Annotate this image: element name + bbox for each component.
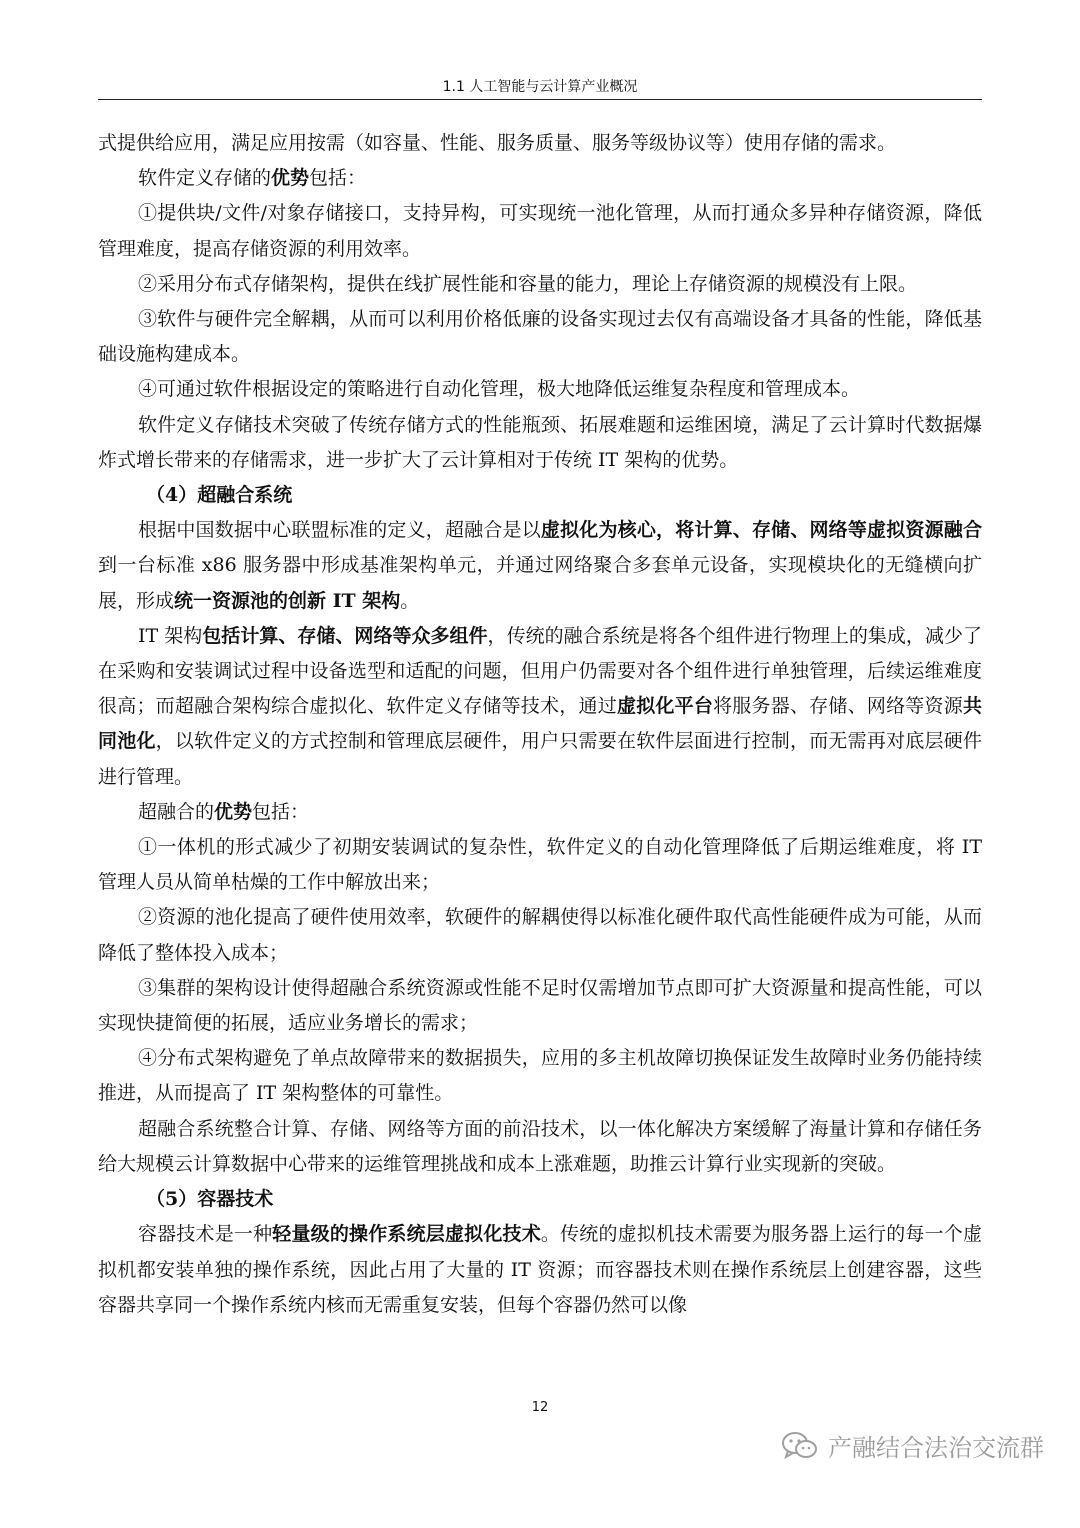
text-run: ④分布式架构避免了单点故障带来的数据损失，应用的多主机故障切换保证发生故障时业务仍能持续推进，从而提高了 IT 架构整体的可靠性。 [98, 1047, 982, 1105]
text-run: ②采用分布式存储架构，提供在线扩展性能和容量的能力，理论上存储资源的规模没有上限。 [138, 272, 918, 295]
text-run: ，以软件定义的方式控制和管理底层硬件，用户只需要在软件层面进行控制，而无需再对底层硬件进行管理。 [98, 730, 982, 788]
text-run: ，传统的融合系统是将各个组件进行物理上的集成，减少了在采购和安装调试过程中设备选型和适配的问题，但用户仍需要对各个组件进行单独管理，后续运维难度很高；而超融合架构综合虚拟化、软件定义存储等技术，通过 [98, 624, 982, 718]
bold-text: 虚拟化平台 [616, 695, 714, 718]
paragraph [98, 126, 982, 161]
text-run: 到一台标准 x86 服务器中形成基准架构单元，并通过网络聚合多套单元设备，实现模块化的无缝横向扩展，形成 [98, 554, 982, 612]
paragraph [98, 619, 982, 795]
text-run: 超融合系统整合计算、存储、网络等方面的前沿技术，以一体化解决方案缓解了海量计算和存储任务给大规模云计算数据中心带来的运维管理挑战和成本上涨难题，助推云计算行业实现新的突破。 [98, 1117, 982, 1175]
paragraph [98, 971, 982, 1041]
paragraph [98, 900, 982, 970]
text-run: 根据中国数据中心联盟标准的定义，超融合是以 [138, 519, 541, 542]
text-run: 包括： [309, 167, 367, 190]
header-rule [98, 99, 982, 100]
section-heading [98, 1182, 982, 1217]
bold-text: 轻量级的操作系统层虚拟化技术 [272, 1223, 541, 1246]
text-run: ①提供块/文件/对象存储接口，支持异构，可实现统一池化管理，从而打通众多异种存储资源，降低管理难度，提高存储资源的利用效率。 [98, 202, 982, 260]
page-number: 12 [531, 1400, 549, 1415]
paragraph [98, 795, 982, 830]
text-run: 软件定义存储技术突破了传统存储方式的性能瓶颈、拓展难题和运维困境，满足了云计算时代数据爆炸式增长带来的存储需求，进一步扩大了云计算相对于传统 IT 架构的优势。 [98, 413, 982, 471]
bold-text: 优势 [214, 800, 253, 823]
text-run: （4）超融合系统 [146, 484, 293, 507]
text-run: ③软件与硬件完全解耦，从而可以利用价格低廉的设备实现过去仅有高端设备才具备的性能，降低基础设施构建成本。 [98, 308, 982, 366]
text-run: 。传统的虚拟机技术需要为服务器上运行的每一个虚拟机都安装单独的操作系统，因此占用了大量的 IT 资源；而容器技术则在操作系统层上创建容器，这些容器共享同一个操作系统内核而无需重复安装，但每个容器仍然可以像 [98, 1223, 982, 1316]
paragraph [98, 302, 982, 372]
bold-text: 优势 [271, 167, 310, 190]
paragraph [98, 1217, 982, 1323]
text-run: ①一体机的形式减少了初期安装调试的复杂性，软件定义的自动化管理降低了后期运维难度，将 IT 管理人员从简单枯燥的工作中解放出来； [98, 836, 982, 894]
text-run: ③集群的架构设计使得超融合系统资源或性能不足时仅需增加节点即可扩大资源量和提高性能，可以实现快捷简便的拓展，适应业务增长的需求； [98, 976, 982, 1035]
paragraph [98, 372, 982, 407]
paragraph [98, 830, 982, 900]
wechat-icon [780, 1429, 820, 1463]
text-run: （5）容器技术 [146, 1188, 274, 1211]
text-run: ④可通过软件根据设定的策略进行自动化管理，极大地降低运维复杂程度和管理成本。 [138, 378, 861, 401]
section-heading [98, 478, 982, 513]
paragraph [98, 196, 982, 266]
text-run: 包括： [252, 800, 310, 823]
text-run: 。 [400, 589, 420, 612]
paragraph [98, 1112, 982, 1182]
paragraph [98, 513, 982, 619]
paragraph [98, 161, 982, 196]
text-run: 容器技术是一种 [138, 1223, 273, 1246]
text-run: ②资源的池化提高了硬件使用效率，软硬件的解耦使得以标准化硬件取代高性能硬件成为可能，从而降低了整体投入成本； [98, 906, 982, 964]
watermark [780, 1428, 1044, 1463]
running-header: 1.1 人工智能与云计算产业概况 [442, 79, 638, 95]
page-body [98, 126, 982, 1323]
text-run: IT 架构 [138, 624, 203, 647]
text-run: 软件定义存储的 [138, 167, 272, 190]
text-run: 超融合的 [138, 800, 215, 823]
paragraph [98, 1041, 982, 1111]
text-run: 将服务器、存储、网络等资源 [713, 695, 963, 718]
bold-text: 虚拟化为核心，将计算、存储、网络等虚拟资源融合 [540, 519, 982, 542]
paragraph [98, 408, 982, 478]
bold-text: 包括计算、存储、网络等众多组件 [202, 624, 488, 647]
bold-text: 统一资源池的创新 IT 架构 [174, 589, 401, 612]
paragraph [98, 267, 982, 302]
bold-text: 共同池化 [98, 695, 982, 753]
watermark-text: 产融结合法治交流群 [828, 1434, 1044, 1462]
text-run: 式提供给应用，满足应用按需（如容量、性能、服务质量、服务等级协议等）使用存储的需求。 [98, 132, 897, 154]
